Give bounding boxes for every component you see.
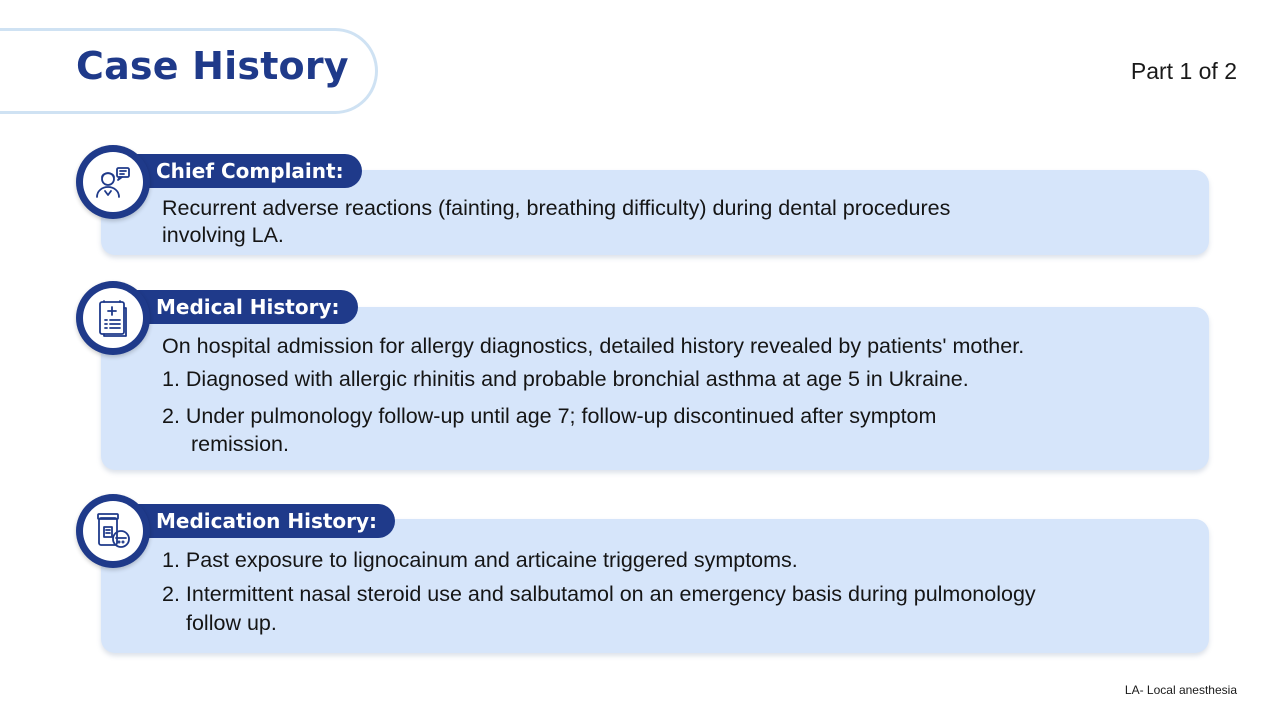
medication-icon [93, 511, 133, 551]
medication-history-item-1: 1. Past exposure to lignocainum and articaine triggered symptoms. [162, 548, 798, 572]
patient-speech-icon [93, 162, 133, 202]
medical-history-item-1: 1. Diagnosed with allergic rhinitis and probable bronchial asthma at age 5 in Ukraine. [162, 367, 969, 391]
medication-history-heading: Medication History: [82, 504, 395, 538]
chief-complaint-line-1: Recurrent adverse reactions (fainting, breathing difficulty) during dental procedures [162, 196, 951, 220]
medication-history-item-2-cont: follow up. [186, 611, 277, 635]
medical-history-heading: Medical History: [82, 290, 358, 324]
footnote: LA- Local anesthesia [1124, 683, 1237, 697]
page-title: Case History [76, 44, 349, 88]
medication-history-badge [76, 494, 150, 568]
medical-history-item-2: 2. Under pulmonology follow-up until age 7; follow-up discontinued after symptom [162, 404, 937, 428]
part-indicator: Part 1 of 2 [1130, 58, 1237, 84]
chief-complaint-heading: Chief Complaint: [82, 154, 362, 188]
medical-history-line-1: On hospital admission for allergy diagnostics, detailed history revealed by patients' mother. [162, 334, 1025, 358]
medication-history-item-2: 2. Intermittent nasal steroid use and salbutamol on an emergency basis during pulmonology [162, 582, 1036, 606]
chief-complaint-badge [76, 145, 150, 219]
medical-history-badge [76, 281, 150, 355]
medical-record-icon [93, 298, 133, 338]
chief-complaint-line-2: involving LA. [162, 223, 284, 247]
medical-history-item-2-cont: remission. [191, 432, 289, 456]
